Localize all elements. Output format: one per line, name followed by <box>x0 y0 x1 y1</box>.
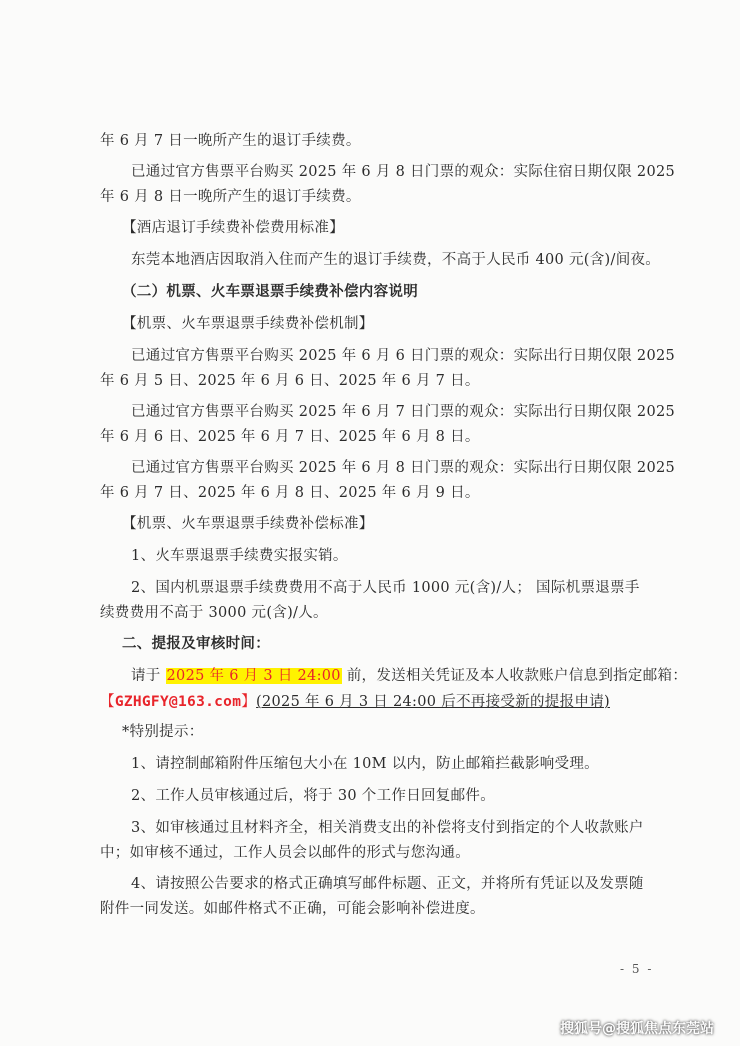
bracket-close: 】 <box>241 694 257 710</box>
bracket-open: 【 <box>100 694 115 710</box>
paragraph-line: 3、如审核通过且材料齐全，相关消费支出的补偿将支付到指定的个人收款账户 <box>131 820 644 836</box>
paragraph-line: 1、请控制邮箱附件压缩包大小在 10M 以内，防止邮箱拦截影响受理。 <box>131 756 599 772</box>
special-notice-heading: *特别提示： <box>122 724 204 740</box>
paragraph-line: 已通过官方售票平台购买 2025 年 6 月 6 日门票的观众：实际出行日期仅限 2025 <box>131 348 676 364</box>
paragraph-line: 续费费用不高于 3000 元(含)/人。 <box>100 605 328 621</box>
deadline-prefix: 请于 <box>131 668 166 684</box>
paragraph-line: 年 6 月 8 日一晚所产生的退订手续费。 <box>100 189 361 205</box>
page-number: - 5 - <box>620 962 654 976</box>
paragraph-line: 1、火车票退票手续费实报实销。 <box>131 548 348 564</box>
paragraph-line: 年 6 月 7 日一晚所产生的退订手续费。 <box>100 133 361 149</box>
paragraph-line: 年 6 月 7 日、2025 年 6 月 8 日、2025 年 6 月 9 日。 <box>100 485 480 501</box>
deadline-note: (2025 年 6 月 3 日 24:00 后不再接受新的提报申请) <box>256 694 610 710</box>
submission-deadline-line <box>131 666 687 686</box>
paragraph-line: 2、国内机票退票手续费费用不高于人民币 1000 元(含)/人； 国际机票退票手 <box>131 580 640 596</box>
paragraph-line: 附件一同发送。如邮件格式不正确，可能会影响补偿进度。 <box>100 901 485 917</box>
subsection-heading: 【酒店退订手续费补偿费用标准】 <box>122 220 344 236</box>
paragraph-line: 已通过官方售票平台购买 2025 年 6 月 7 日门票的观众：实际出行日期仅限 2025 <box>131 404 676 420</box>
paragraph-line: 东莞本地酒店因取消入住而产生的退订手续费，不高于人民币 400 元(含)/间夜。 <box>131 252 661 268</box>
deadline-highlight: 2025 年 6 月 3 日 24:00 <box>166 668 341 684</box>
email-address[interactable]: GZHGFY@163.com <box>114 694 242 710</box>
section-heading: 二、提报及审核时间： <box>122 635 270 652</box>
email-line <box>100 692 610 712</box>
paragraph-line: 已通过官方售票平台购买 2025 年 6 月 8 日门票的观众：实际出行日期仅限 2025 <box>131 460 676 476</box>
paragraph-line: 年 6 月 6 日、2025 年 6 月 7 日、2025 年 6 月 8 日。 <box>100 429 480 445</box>
subsection-heading: 【机票、火车票退票手续费补偿标准】 <box>122 516 374 532</box>
paragraph-line: 4、请按照公告要求的格式正确填写邮件标题、正文，并将所有凭证以及发票随 <box>131 876 644 892</box>
watermark: 搜狐号@搜狐焦点东莞站 <box>560 1021 714 1037</box>
paragraph-line: 已通过官方售票平台购买 2025 年 6 月 8 日门票的观众：实际住宿日期仅限 2025 <box>131 164 676 180</box>
paragraph-line: 2、工作人员审核通过后，将于 30 个工作日回复邮件。 <box>131 788 495 804</box>
subsection-heading: 【机票、火车票退票手续费补偿机制】 <box>122 316 374 332</box>
paragraph-line: 中；如审核不通过，工作人员会以邮件的形式与您沟通。 <box>100 845 470 861</box>
paragraph-line: 年 6 月 5 日、2025 年 6 月 6 日、2025 年 6 月 7 日。 <box>100 373 480 389</box>
section-heading: （二）机票、火车票退票手续费补偿内容说明 <box>122 283 418 300</box>
deadline-suffix: 前，发送相关凭证及本人收款账户信息到指定邮箱： <box>341 668 688 684</box>
